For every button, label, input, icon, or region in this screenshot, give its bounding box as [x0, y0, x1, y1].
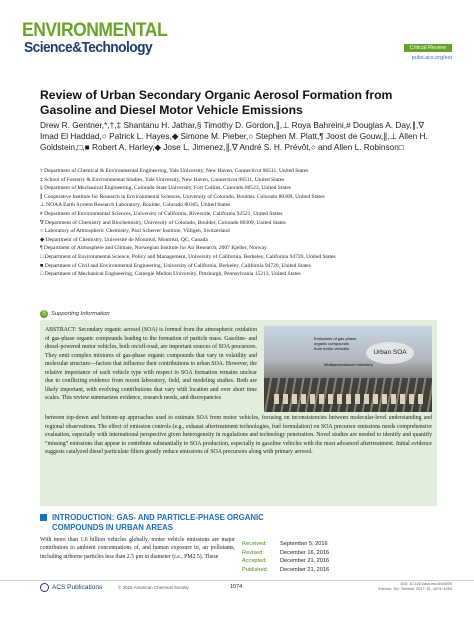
affiliation-item: ¶ Department of Atmosphere and Climate, Norwegian Institute for Air Research, 2007 Kjeller, Norway: [40, 245, 267, 252]
publication-dates: [242, 540, 372, 574]
toc-label: from motor vehicles: [314, 346, 349, 351]
toc-label: organic compounds: [314, 341, 349, 346]
toc-soa-cloud: Urban SOA: [366, 342, 414, 364]
journal-masthead: [22, 20, 172, 72]
supporting-info-icon: S: [41, 311, 46, 317]
masthead-line1: ENVIRONMENTAL: [22, 20, 168, 41]
supporting-information-link[interactable]: [40, 310, 110, 318]
intro-paragraph: With more than 1.6 billion vehicles globally, motor vehicle emissions are major contributors to ambient concentrations of, and human exposure to, air pollutants, including airborne particles less than 2.5 μm in diameter (i.e., PM2.5). These: [40, 537, 235, 560]
date-value: December 21, 2016: [280, 566, 330, 573]
affiliation-item: # Department of Environmental Sciences, University of California, Riverside, California 92521, United States: [40, 210, 283, 217]
page-number: 1074: [230, 584, 243, 590]
citation-line: Environ. Sci. Technol. 2017, 51, 1074−1093: [378, 587, 452, 591]
affiliation-item: ∥ Cooperative Institute for Research in Environmental Sciences, University of Colorado, Boulder, Colorado 80309, United States: [40, 193, 325, 200]
toc-label: Multigenerational chemistry: [324, 362, 373, 367]
date-label: Received:: [242, 541, 267, 547]
doi-citation: [332, 582, 452, 592]
article-title: Review of Urban Secondary Organic Aerosol Formation from Gasoline and Diesel Motor Vehicle Emissions: [40, 88, 393, 117]
affiliations: [40, 167, 460, 279]
date-row: [242, 540, 372, 549]
affiliation-item: ■ Department of Civil and Environmental Engineering, University of California, Berkeley, California 94720, United States: [40, 262, 311, 269]
section-bullet-icon: [40, 514, 47, 521]
affiliation-item: □ Department of Mechanical Engineering, Carnegie Mellon University, Pittsburgh, Pennsylvania 15213, United States: [40, 271, 301, 278]
footer-divider: [0, 580, 474, 581]
publisher-logo[interactable]: [40, 583, 102, 592]
affiliation-item: □ Department of Environmental Science, Policy and Management, University of California, Berkeley, California 94720, United States: [40, 253, 336, 260]
abstract-text-part2: between top-down and bottom-up approaches used to estimate SOA from motor vehicles, focusing on inconsistencies between molecular-level understanding and regional observations. The effect of emission controls (e.g., exhaust aftertreatment technologies, fuel formulation) on SOA precursor emissions needs comprehensive evaluation, especially with international perspective given heterogeneity in regulations and technology penetration. Novel studies are needed to identify and quantify “missing” emissions that appear to contribute substantially to SOA production, especially in gasoline vehicles with the most advanced aftertreatment. Initial evidence suggests catalyzed diesel particulate filters greatly reduce emissions of SOA precursors along with primary aerosol.: [45, 415, 432, 455]
acs-logo-icon: [40, 583, 49, 592]
toc-traffic-image: [274, 394, 424, 404]
date-label: Revised:: [242, 549, 264, 556]
toc-label: Emissions of gas-phase: [314, 336, 357, 341]
affiliation-item: ◆ Department of Chemistry, Université de Montréal, Montréal, QC, Canada: [40, 236, 208, 243]
abstract-box: [40, 320, 437, 506]
doi-link[interactable]: DOI: 10.1021/acs.est.6b04509: [400, 582, 452, 586]
date-value: September 5, 2016: [280, 541, 328, 547]
section-heading-text: INTRODUCTION: GAS- AND PARTICLE-PHASE ORGANIC COMPOUNDS IN URBAN AREAS: [52, 513, 264, 532]
toc-graphic: [264, 326, 432, 412]
author-list: Drew R. Gentner,*,†,‡ Shantanu H. Jathar,§ Timothy D. Gordon,∥,⊥ Roya Bahreini,# Douglas A. Day,∥,∇ Imad El Haddad,○ Patrick L. Hayes,◆ Simone M. Pieber,○ Stephen M. Platt,¶ Joost de Gouw,∥,⊥ Allen H. Goldstein,□,■ Robert A. Harley,◆ Jose L. Jimenez,∥,∇ André S. H. Prévôt,○ and Allen L. Robinson□: [40, 120, 428, 152]
affiliation-item: ∇ Department of Chemistry and Biochemistry, University of Colorado, Boulder, Colorado 80309, United States: [40, 219, 286, 226]
date-row: [242, 566, 372, 575]
date-row: [242, 557, 372, 566]
affiliation-item: ⊥ NOAA Earth System Research Laboratory, Boulder, Colorado 80305, United States: [40, 202, 231, 209]
date-value: December 21, 2016: [280, 558, 330, 565]
date-label: Accepted:: [242, 558, 267, 565]
affiliation-item: ‡ School of Forestry & Environmental Studies, Yale University, New Haven, Connecticut 06511, United States: [40, 176, 285, 183]
supporting-info-label: Supporting Information: [51, 311, 110, 317]
article-type-badge: Critical Review: [404, 44, 452, 52]
date-value: December 16, 2016: [280, 549, 330, 556]
copyright-notice: © 2016 American Chemical Society: [118, 585, 189, 590]
affiliation-item: § Department of Mechanical Engineering, Colorado State University, Fort Collins, Colorado 80523, United States: [40, 185, 291, 192]
abstract-text-part1: ABSTRACT: Secondary organic aerosol (SOA) is formed from the atmospheric oxidation of gas-phase organic compounds leading to the formation of particle mass. Gasoline- and diesel-powered motor vehicles, both on/off-road, are important sources of SOA precursors. They emit complex mixtures of gas-phase organic compounds that vary in volatility and molecular structure—factors that influence their contributions to urban SOA. However, the relative importance of each vehicle type with respect to SOA formation remains unclear due to conflicting evidence from recent laboratory, field, and modeling studies. Both are likely important, with evolving contributions that vary with location and over short time scales. This review summarizes evidence, research needs, and discrepancies: [45, 327, 257, 401]
date-label: Published:: [242, 566, 269, 573]
journal-url-link[interactable]: pubs.acs.org/est: [411, 55, 452, 61]
masthead-line2: Science&Technology: [24, 40, 153, 56]
affiliation-item: ○ Laboratory of Atmospheric Chemistry, Paul Scherrer Institute, Villigen, Switzerland: [40, 228, 230, 235]
affiliation-item: † Department of Chemical & Environmental Engineering, Yale University, New Haven, Connecticut 06511, United States: [40, 168, 309, 174]
date-row: [242, 549, 372, 558]
publisher-name: ACS Publications: [52, 584, 103, 591]
